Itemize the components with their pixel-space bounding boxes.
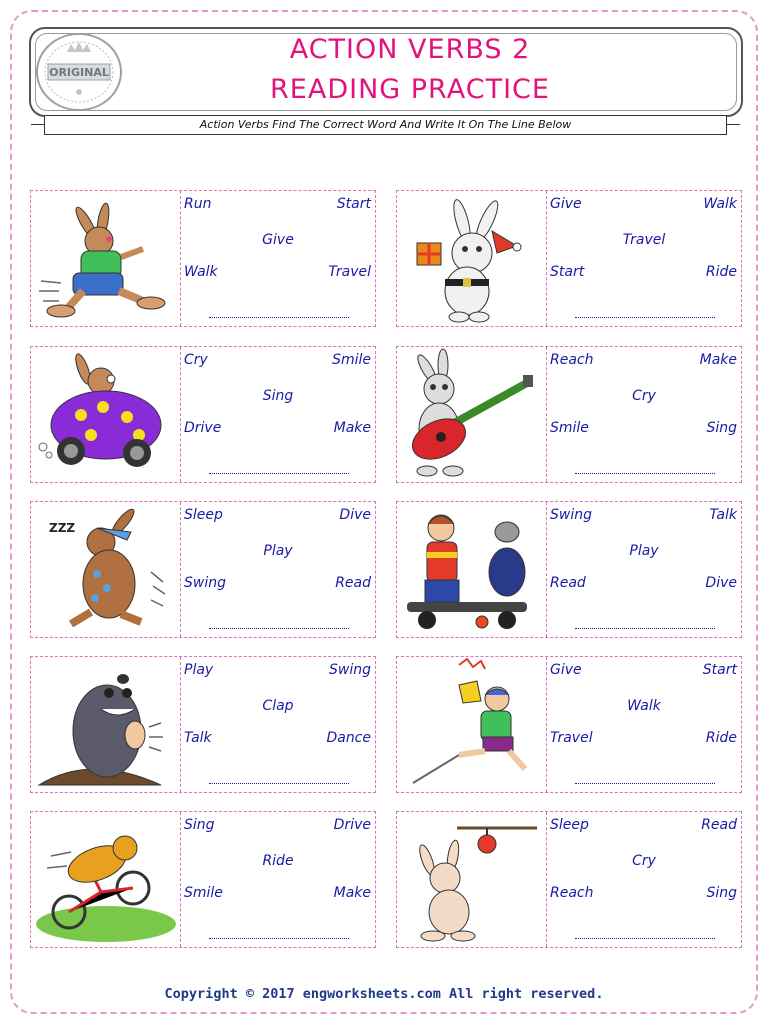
word-bottom-left: Walk (184, 264, 218, 280)
exercise-card (396, 656, 742, 793)
page-title-line1: ACTION VERBS 2 (289, 34, 531, 65)
word-bottom-right: Sing (706, 885, 737, 901)
word-bottom-right: Dive (705, 575, 737, 591)
word-top-right: Smile (332, 352, 371, 368)
answer-line[interactable] (209, 317, 349, 318)
word-middle: Cry (632, 853, 656, 869)
word-top-right: Read (701, 817, 737, 833)
word-bottom-left: Start (550, 264, 585, 280)
instruction-bar (44, 115, 727, 135)
word-top-left: Cry (184, 352, 208, 368)
word-bottom-left: Smile (184, 885, 223, 901)
answer-line[interactable] (209, 783, 349, 784)
word-bottom-left: Smile (550, 420, 589, 436)
word-top-right: Start (702, 662, 737, 678)
word-top-right: Make (699, 352, 737, 368)
word-top-left: Give (550, 196, 582, 212)
exercise-card (30, 811, 376, 948)
word-middle: Ride (262, 853, 294, 869)
rabbit-driving-car-picture (31, 347, 181, 482)
stamp-text: ORIGINAL (49, 66, 109, 79)
exercise-card (396, 501, 742, 638)
word-middle: Travel (622, 232, 666, 248)
word-bottom-left: Swing (184, 575, 226, 591)
word-bottom-left: Talk (184, 730, 212, 746)
answer-line[interactable] (209, 628, 349, 629)
word-bottom-right: Ride (705, 264, 737, 280)
exercise-card (30, 190, 376, 327)
dog-riding-bicycle-picture (31, 812, 181, 947)
answer-line[interactable] (575, 317, 715, 318)
sleepy-rabbit-picture (31, 502, 181, 637)
exercise-card (396, 811, 742, 948)
word-middle: Give (262, 232, 294, 248)
word-bottom-right: Travel (328, 264, 371, 280)
word-top-left: Reach (550, 352, 594, 368)
word-bottom-right: Make (333, 420, 371, 436)
word-top-right: Start (336, 196, 371, 212)
page-title-line2: READING PRACTICE (270, 74, 550, 105)
word-bottom-left: Drive (184, 420, 222, 436)
word-bottom-right: Read (335, 575, 371, 591)
word-top-left: Sing (184, 817, 215, 833)
answer-line[interactable] (575, 473, 715, 474)
exercise-card (30, 656, 376, 793)
answer-line[interactable] (575, 628, 715, 629)
exercise-card (396, 346, 742, 483)
word-middle: Cry (632, 388, 656, 404)
word-bottom-right: Ride (705, 730, 737, 746)
word-top-left: Give (550, 662, 582, 678)
word-top-left: Run (184, 196, 212, 212)
word-bottom-left: Reach (550, 885, 594, 901)
word-bottom-right: Make (333, 885, 371, 901)
word-middle: Play (629, 543, 659, 559)
word-top-right: Walk (703, 196, 737, 212)
word-top-right: Drive (333, 817, 371, 833)
answer-line[interactable] (209, 473, 349, 474)
word-top-left: Sleep (550, 817, 589, 833)
original-stamp (34, 30, 124, 114)
word-bottom-right: Dance (326, 730, 371, 746)
rabbit-playing-guitar-picture (397, 347, 547, 482)
answer-line[interactable] (575, 783, 715, 784)
clapping-mole-picture (31, 657, 181, 792)
rabbit-reaching-apple-picture (397, 812, 547, 947)
word-top-right: Talk (709, 507, 737, 523)
answer-line[interactable] (209, 938, 349, 939)
word-top-right: Dive (339, 507, 371, 523)
exercise-card (30, 501, 376, 638)
answer-line[interactable] (575, 938, 715, 939)
word-top-left: Play (184, 662, 214, 678)
instruction-text: Action Verbs Find The Correct Word And Write It On The Line Below (199, 118, 572, 131)
boy-and-rabbit-on-skateboard-picture (397, 502, 547, 637)
word-middle: Sing (262, 388, 294, 404)
running-rabbit-picture (31, 191, 181, 326)
man-throwing-paper-picture (397, 657, 547, 792)
word-bottom-left: Read (550, 575, 586, 591)
word-top-left: Swing (550, 507, 592, 523)
word-top-right: Swing (329, 662, 371, 678)
word-middle: Clap (262, 698, 294, 714)
svg-text:ZZZ: ZZZ (49, 521, 76, 535)
rabbit-with-gift-picture (397, 191, 547, 326)
word-top-left: Sleep (184, 507, 223, 523)
word-bottom-left: Travel (550, 730, 593, 746)
exercise-card (30, 346, 376, 483)
word-middle: Walk (627, 698, 661, 714)
word-bottom-right: Sing (706, 420, 737, 436)
word-middle: Play (263, 543, 293, 559)
exercise-card (396, 190, 742, 327)
copyright-footer: Copyright © 2017 engworksheets.com All right reserved. (164, 986, 604, 1002)
